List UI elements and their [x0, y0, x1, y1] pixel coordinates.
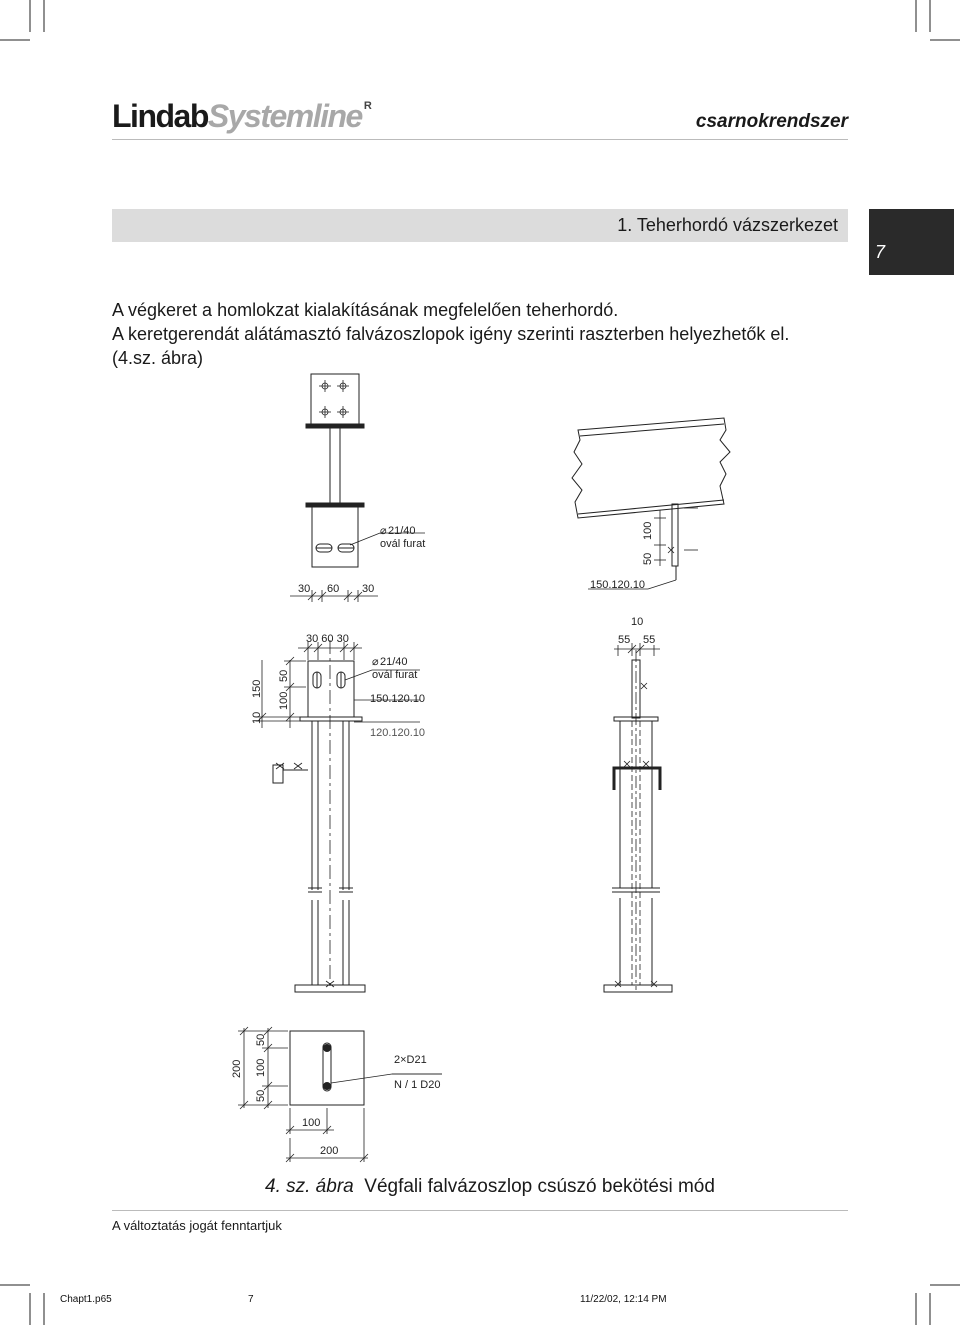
logo-lindab: Lindab: [112, 98, 208, 134]
vert-dim-50: 50: [278, 669, 290, 682]
body-line-3: (4.sz. ábra): [112, 348, 204, 368]
base-dim-100v: 100: [255, 1058, 267, 1077]
base-dim-50a: 50: [255, 1033, 267, 1046]
caption-text: Végfali falvázoszlop csúszó bekötési mód: [364, 1176, 715, 1197]
base-dim-200v: 200: [231, 1059, 243, 1078]
top-dim-b: 60: [327, 583, 340, 595]
mid-dims: 30 60 30: [306, 633, 349, 645]
logo-registered-mark: R: [363, 100, 372, 112]
chapter-title: 1. Teherhordó vázszerkezet: [617, 215, 838, 235]
logo-systemline: Systemline: [207, 98, 362, 134]
svg-text:⌀: ⌀: [380, 525, 387, 537]
top-hole-type: ovál furat: [380, 538, 426, 550]
beam-section-label: 150.120.10: [590, 579, 646, 591]
mid-hole-type: ovál furat: [372, 669, 418, 681]
header-subtitle: csarnokrendszer: [695, 111, 848, 132]
side-dim-100: 100: [642, 521, 654, 540]
base-dim-50b: 50: [255, 1089, 267, 1102]
mid-section-b: 120.120.10: [370, 727, 426, 739]
chapter-tab-number: 7: [875, 242, 886, 262]
right-dim-55b: 55: [643, 634, 656, 646]
right-dim-55a: 55: [618, 634, 631, 646]
side-column-elevation: [604, 643, 672, 992]
right-dim-10: 10: [631, 616, 644, 628]
anchor-label: N / 1 D20: [394, 1079, 441, 1091]
vert-dim-100: 100: [278, 691, 290, 710]
mid-hole-diam: 21/40: [380, 656, 408, 668]
figure-caption: [265, 1176, 715, 1198]
body-line-1: A végkeret a homlokzat kialakításának megfelelően teherhordó.: [112, 300, 619, 320]
side-dim-50: 50: [642, 552, 654, 565]
slug-datetime: 11/22/02, 12:14 PM: [580, 1294, 667, 1305]
caption-prefix: 4. sz. ábra: [265, 1176, 354, 1197]
top-dim-c: 30: [362, 583, 375, 595]
top-dim-a: 30: [298, 583, 311, 595]
slug-file: Chapt1.p65: [60, 1294, 112, 1305]
bolt-label: 2×D21: [394, 1054, 427, 1066]
base-dim-100h: 100: [302, 1117, 321, 1129]
svg-text:⌀: ⌀: [372, 656, 379, 668]
top-hole-diam: 21/40: [388, 525, 416, 537]
vert-dim-10: 10: [251, 711, 263, 724]
slug-page: 7: [248, 1294, 254, 1305]
footer-note: A változtatás jogát fenntartjuk: [112, 1218, 282, 1233]
body-line-2: A keretgerendát alátámasztó falvázoszlopok igény szerinti raszterben helyezhetők el.: [112, 324, 790, 344]
vert-dim-150: 150: [251, 679, 263, 698]
mid-section-a: 150.120.10: [370, 693, 426, 705]
footer-rule: [112, 1210, 848, 1211]
base-plate-plan: [238, 1027, 442, 1162]
base-dim-200h: 200: [320, 1145, 339, 1157]
